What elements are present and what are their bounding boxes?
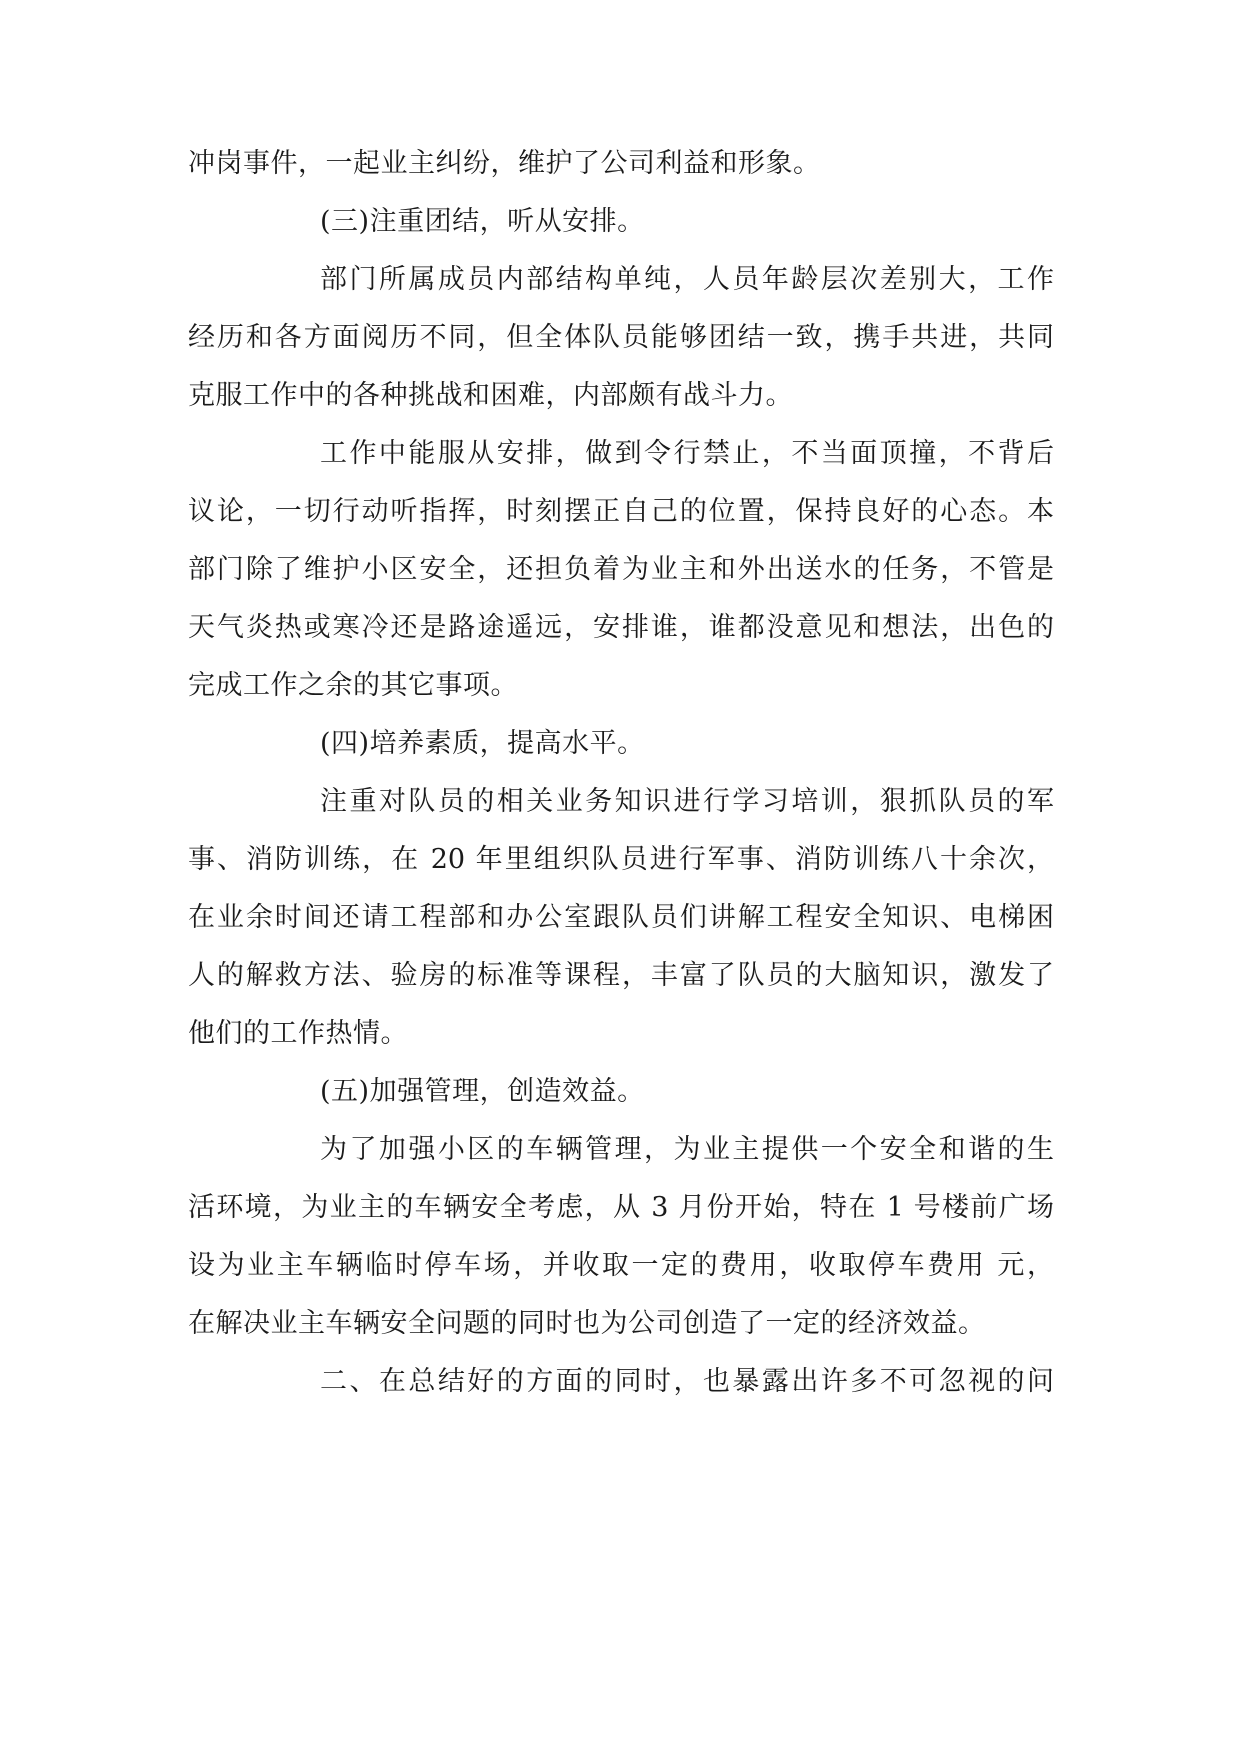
paragraph-line: 克服工作中的各种挑战和困难，内部颇有战斗力。 [188,380,793,411]
paragraph-line: 注重对队员的相关业务知识进行学习培训，狠抓队员的军 [320,786,1054,817]
paragraph-line: 设为业主车辆临时停车场，并收取一定的费用，收取停车费用 元， [188,1250,1054,1281]
paragraph-line: 完成工作之余的其它事项。 [188,670,518,701]
paragraph-line: 在解决业主车辆安全问题的同时也为公司创造了一定的经济效益。 [188,1308,986,1339]
paragraph-line: 天气炎热或寒冷还是路途遥远，安排谁，谁都没意见和想法，出色的 [188,612,1054,643]
paragraph-line: 事、消防训练，在 20 年里组织队员进行军事、消防训练八十余次， [188,844,1054,875]
section-heading-5: (五)加强管理，创造效益。 [320,1076,645,1107]
paragraph-line: 部门除了维护小区安全，还担负着为业主和外出送水的任务，不管是 [188,554,1054,585]
section-heading-4: (四)培养素质，提高水平。 [320,728,645,759]
paragraph-line: 活环境，为业主的车辆安全考虑，从 3 月份开始，特在 1 号楼前广场 [188,1192,1054,1223]
paragraph-line: 部门所属成员内部结构单纯，人员年龄层次差别大，工作 [320,264,1054,295]
paragraph-line: 为了加强小区的车辆管理，为业主提供一个安全和谐的生 [320,1134,1054,1165]
section-heading-2: 二、在总结好的方面的同时，也暴露出许多不可忽视的问 [320,1366,1054,1397]
paragraph-line: 议论，一切行动听指挥，时刻摆正自己的位置，保持良好的心态。本 [188,496,1054,527]
paragraph-line: 冲岗事件，一起业主纠纷，维护了公司利益和形象。 [188,148,821,179]
paragraph-line: 在业余时间还请工程部和办公室跟队员们讲解工程安全知识、电梯困 [188,902,1054,933]
paragraph-line: 经历和各方面阅历不同，但全体队员能够团结一致，携手共进，共同 [188,322,1054,353]
paragraph-line: 工作中能服从安排，做到令行禁止，不当面顶撞，不背后 [320,438,1054,469]
paragraph-line: 人的解救方法、验房的标准等课程，丰富了队员的大脑知识，激发了 [188,960,1054,991]
section-heading-3: (三)注重团结，听从安排。 [320,206,645,237]
paragraph-line: 他们的工作热情。 [188,1018,408,1049]
